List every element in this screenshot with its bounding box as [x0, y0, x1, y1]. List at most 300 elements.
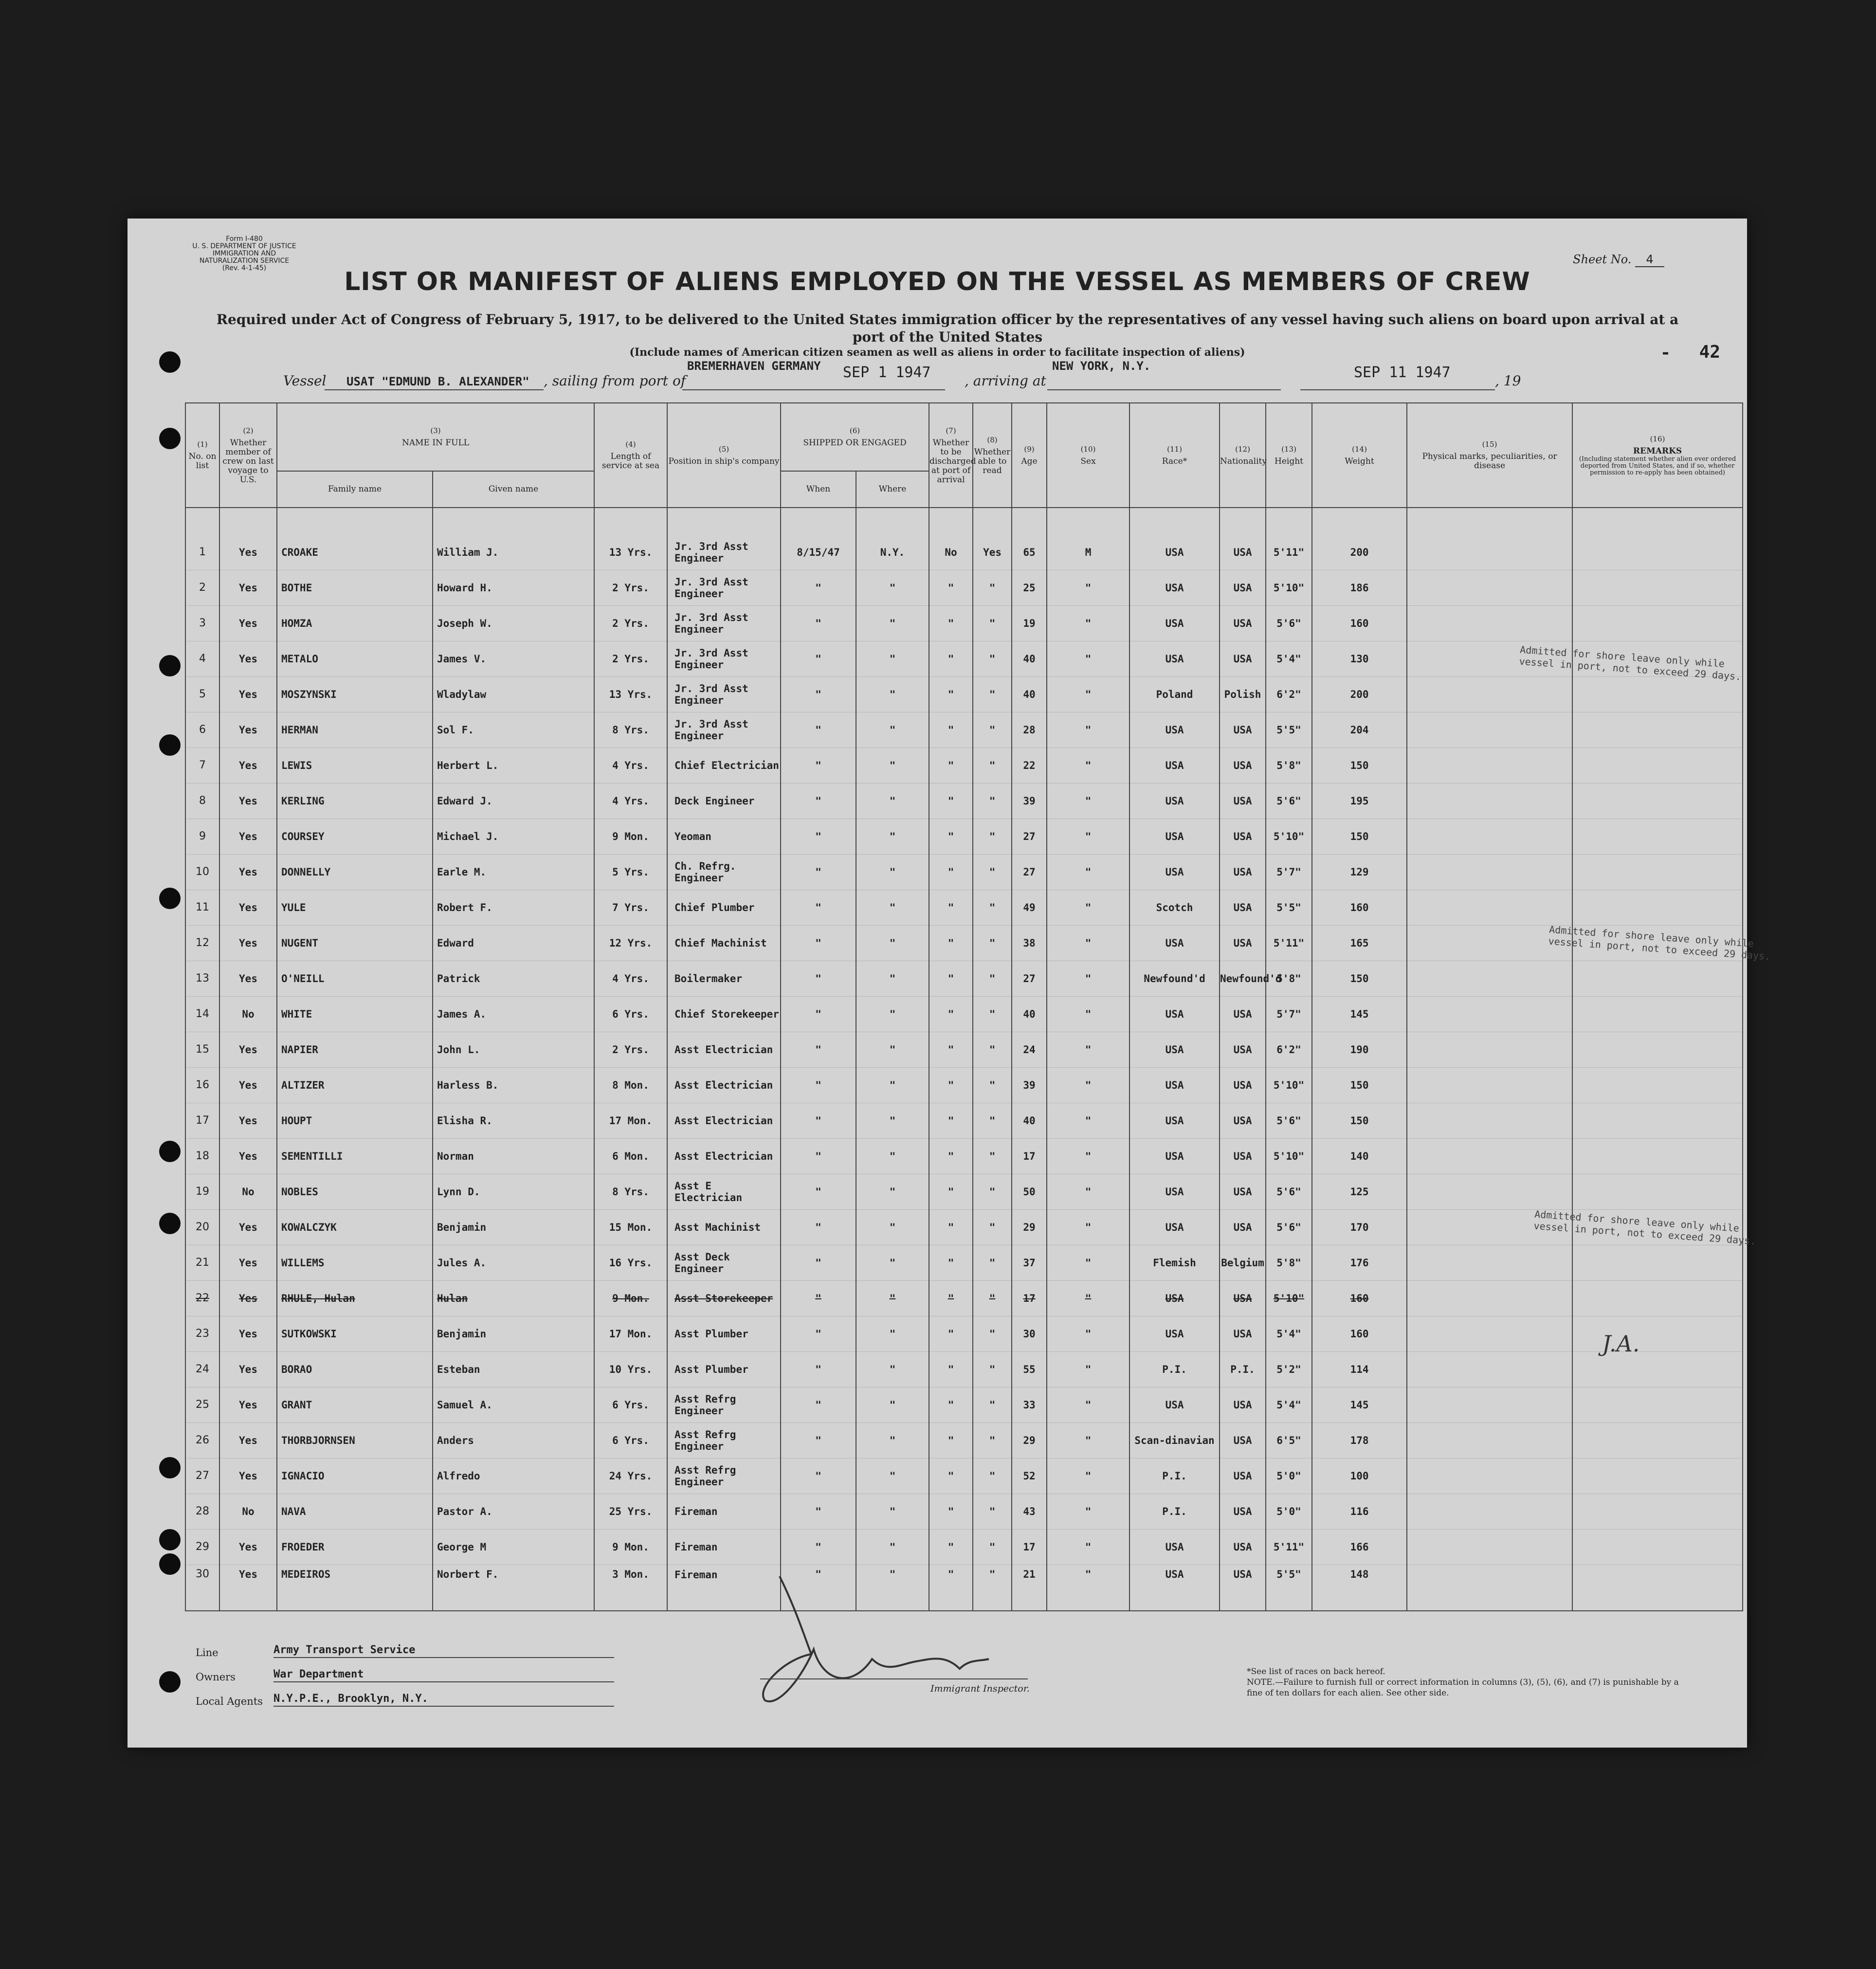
shipped-where-cell: " — [856, 606, 929, 641]
discharged-cell: " — [929, 1032, 973, 1068]
height-cell: 5'4" — [1266, 1387, 1312, 1423]
position-cell: Chief Storekeeper — [667, 997, 781, 1032]
physical-marks-cell — [1407, 1068, 1572, 1103]
sex-cell: " — [1047, 1423, 1129, 1459]
discharged-cell: " — [929, 1316, 973, 1352]
age-cell: 33 — [1012, 1387, 1047, 1423]
age-cell: 38 — [1012, 926, 1047, 961]
punch-hole — [159, 1553, 181, 1575]
family-name-cell: YULE — [277, 890, 433, 926]
shipped-where-cell: " — [856, 1352, 929, 1387]
age-cell: 40 — [1012, 997, 1047, 1032]
discharged-cell: " — [929, 1565, 973, 1611]
race-cell: USA — [1129, 606, 1220, 641]
shipped-when-cell: " — [781, 1387, 856, 1423]
remarks-cell — [1572, 890, 1743, 926]
last-voyage-cell: Yes — [219, 1423, 277, 1459]
discharged-cell: " — [929, 819, 973, 855]
weight-cell: 160 — [1312, 890, 1407, 926]
sex-cell: " — [1047, 784, 1129, 819]
last-voyage-cell: Yes — [219, 535, 277, 570]
length-of-service-cell: 15 Mon. — [594, 1210, 667, 1245]
age-cell: 27 — [1012, 819, 1047, 855]
length-of-service-cell: 2 Yrs. — [594, 606, 667, 641]
height-cell: 5'5" — [1266, 712, 1312, 748]
weight-cell: 114 — [1312, 1352, 1407, 1387]
form-title: LIST OR MANIFEST OF ALIENS EMPLOYED ON THE VESSEL AS MEMBERS OF CREW — [344, 267, 1530, 296]
shipped-when-cell: " — [781, 1281, 856, 1316]
race-cell: P.I. — [1129, 1494, 1220, 1530]
nationality-cell: USA — [1220, 1139, 1266, 1174]
height-cell: 5'6" — [1266, 1174, 1312, 1210]
nationality-cell: USA — [1220, 855, 1266, 890]
shipped-where-cell: N.Y. — [856, 535, 929, 570]
remarks-cell — [1572, 997, 1743, 1032]
height-cell: 5'10" — [1266, 819, 1312, 855]
punch-hole — [159, 734, 181, 756]
height-cell: 5'7" — [1266, 997, 1312, 1032]
age-cell: 17 — [1012, 1281, 1047, 1316]
physical-marks-cell — [1407, 1423, 1572, 1459]
remarks-cell — [1572, 1174, 1743, 1210]
nationality-cell: USA — [1220, 1387, 1266, 1423]
position-cell: Asst Electrician — [667, 1032, 781, 1068]
position-cell: Ch. Refrg. Engineer — [667, 855, 781, 890]
family-name-cell: FROEDER — [277, 1530, 433, 1565]
race-cell: USA — [1129, 926, 1220, 961]
given-name-cell: Elisha R. — [433, 1103, 594, 1139]
shipped-where-cell: " — [856, 890, 929, 926]
punch-hole — [159, 888, 181, 909]
sex-cell: " — [1047, 748, 1129, 784]
family-name-cell: SEMENTILLI — [277, 1139, 433, 1174]
able-to-read-cell: " — [973, 1245, 1012, 1281]
header-physical-marks: (15) Physical marks, peculiarities, or disease — [1407, 403, 1572, 508]
last-voyage-cell: Yes — [219, 1245, 277, 1281]
weight-cell: 160 — [1312, 1316, 1407, 1352]
header-no-on-list: (1) No. on list — [185, 403, 219, 508]
last-voyage-cell: Yes — [219, 1530, 277, 1565]
age-cell: 29 — [1012, 1423, 1047, 1459]
form-identifier: Form I-480 U. S. DEPARTMENT OF JUSTICE IMMIGRATION AND NATURALIZATION SERVICE (Rev. 4-1-45) — [192, 235, 296, 272]
shipped-when-cell: " — [781, 748, 856, 784]
race-cell: Flemish — [1129, 1245, 1220, 1281]
nationality-cell: USA — [1220, 997, 1266, 1032]
nationality-cell: P.I. — [1220, 1352, 1266, 1387]
age-cell: 27 — [1012, 855, 1047, 890]
height-cell: 5'2" — [1266, 1352, 1312, 1387]
shipped-where-cell: " — [856, 1316, 929, 1352]
length-of-service-cell: 5 Yrs. — [594, 855, 667, 890]
weight-cell: 200 — [1312, 677, 1407, 712]
family-name-cell: BOTHE — [277, 570, 433, 606]
crew-row — [185, 926, 1743, 961]
remarks-cell — [1572, 1068, 1743, 1103]
age-cell: 43 — [1012, 1494, 1047, 1530]
length-of-service-cell: 9 Mon. — [594, 819, 667, 855]
given-name-cell: Edward J. — [433, 784, 594, 819]
position-cell: Asst Electrician — [667, 1139, 781, 1174]
shipped-when-cell: " — [781, 1352, 856, 1387]
shipped-where-cell: " — [856, 1210, 929, 1245]
able-to-read-cell: " — [973, 1174, 1012, 1210]
family-name-cell: HERMAN — [277, 712, 433, 748]
given-name-cell: John L. — [433, 1032, 594, 1068]
weight-cell: 160 — [1312, 606, 1407, 641]
nationality-cell: Polish — [1220, 677, 1266, 712]
crew-row — [185, 712, 1743, 748]
length-of-service-cell: 9 Mon. — [594, 1530, 667, 1565]
page-stamp: 42 — [1699, 342, 1720, 362]
shipped-where-cell: " — [856, 1139, 929, 1174]
discharged-cell: " — [929, 1459, 973, 1494]
weight-cell: 170 — [1312, 1210, 1407, 1245]
height-cell: 5'6" — [1266, 1103, 1312, 1139]
last-voyage-cell: Yes — [219, 819, 277, 855]
header-remarks: (16) REMARKS (Including statement whether alien ever ordered deported from United States, and if so, whether permission to re-apply has been obtained) — [1572, 403, 1743, 508]
weight-cell: 150 — [1312, 819, 1407, 855]
discharged-cell: " — [929, 748, 973, 784]
length-of-service-cell: 13 Yrs. — [594, 677, 667, 712]
physical-marks-cell — [1407, 1387, 1572, 1423]
page-stamp-dash: - — [1662, 342, 1669, 363]
race-cell: USA — [1129, 535, 1220, 570]
sex-cell: " — [1047, 641, 1129, 677]
age-cell: 52 — [1012, 1459, 1047, 1494]
shipped-when-cell: " — [781, 961, 856, 997]
sex-cell: " — [1047, 1032, 1129, 1068]
discharged-cell: " — [929, 1352, 973, 1387]
able-to-read-cell: " — [973, 997, 1012, 1032]
age-cell: 17 — [1012, 1530, 1047, 1565]
shipped-when-cell: " — [781, 890, 856, 926]
able-to-read-cell: " — [973, 1210, 1012, 1245]
weight-cell: 165 — [1312, 926, 1407, 961]
remarks-cell — [1572, 1316, 1743, 1352]
remarks-cell — [1572, 1245, 1743, 1281]
position-cell: Asst Electrician — [667, 1068, 781, 1103]
row-number-cell: 14 — [185, 997, 219, 1032]
row-number-cell: 18 — [185, 1139, 219, 1174]
height-cell: 5'11" — [1266, 535, 1312, 570]
length-of-service-cell: 4 Yrs. — [594, 748, 667, 784]
sex-cell: " — [1047, 1174, 1129, 1210]
able-to-read-cell: " — [973, 1103, 1012, 1139]
sex-cell: " — [1047, 712, 1129, 748]
crew-row — [185, 1316, 1743, 1352]
row-number-cell: 23 — [185, 1316, 219, 1352]
nationality-cell: USA — [1220, 1316, 1266, 1352]
arrival-date: SEP 11 1947 — [1354, 364, 1451, 381]
last-voyage-cell: Yes — [219, 1210, 277, 1245]
crew-row — [185, 1423, 1743, 1459]
crew-row — [185, 784, 1743, 819]
physical-marks-cell — [1407, 1459, 1572, 1494]
height-cell: 5'6" — [1266, 784, 1312, 819]
position-cell: Asst Deck Engineer — [667, 1245, 781, 1281]
race-cell: P.I. — [1129, 1352, 1220, 1387]
discharged-cell: " — [929, 1139, 973, 1174]
age-cell: 55 — [1012, 1352, 1047, 1387]
nationality-cell: USA — [1220, 784, 1266, 819]
last-voyage-cell: Yes — [219, 1032, 277, 1068]
able-to-read-cell: " — [973, 1352, 1012, 1387]
length-of-service-cell: 2 Yrs. — [594, 570, 667, 606]
shipped-where-cell: " — [856, 677, 929, 712]
physical-marks-cell — [1407, 1565, 1572, 1611]
race-cell: USA — [1129, 1139, 1220, 1174]
sex-cell: M — [1047, 535, 1129, 570]
crew-row — [185, 1530, 1743, 1565]
punch-hole — [159, 1141, 181, 1162]
family-name-cell: WILLEMS — [277, 1245, 433, 1281]
able-to-read-cell: " — [973, 1139, 1012, 1174]
weight-cell: 195 — [1312, 784, 1407, 819]
race-cell: USA — [1129, 784, 1220, 819]
length-of-service-cell: 3 Mon. — [594, 1565, 667, 1611]
weight-cell: 204 — [1312, 712, 1407, 748]
row-number-cell: 2 — [185, 570, 219, 606]
weight-cell: 150 — [1312, 748, 1407, 784]
weight-cell: 190 — [1312, 1032, 1407, 1068]
weight-cell: 150 — [1312, 1103, 1407, 1139]
height-cell: 6'2" — [1266, 1032, 1312, 1068]
footer-note: *See list of races on back hereof. NOTE.—Failure to furnish full or correct information in columns (3), (5), (6), and (7) is punishable by a fine of ten dollars for each alien. See other side. — [1247, 1667, 1679, 1698]
given-name-cell: Norman — [433, 1139, 594, 1174]
crew-row — [185, 1139, 1743, 1174]
nationality-cell: USA — [1220, 712, 1266, 748]
position-cell: Jr. 3rd Asst Engineer — [667, 712, 781, 748]
length-of-service-cell: 4 Yrs. — [594, 784, 667, 819]
crew-row — [185, 1387, 1743, 1423]
position-cell: Yeoman — [667, 819, 781, 855]
position-cell: Asst Storekeeper — [667, 1281, 781, 1316]
header-age: (9) Age — [1012, 403, 1047, 508]
nationality-cell: USA — [1220, 606, 1266, 641]
last-voyage-cell: Yes — [219, 1068, 277, 1103]
punch-hole — [159, 1529, 181, 1550]
age-cell: 40 — [1012, 1103, 1047, 1139]
family-name-cell: SUTKOWSKI — [277, 1316, 433, 1352]
physical-marks-cell — [1407, 712, 1572, 748]
race-cell: USA — [1129, 819, 1220, 855]
given-name-cell: William J. — [433, 535, 594, 570]
row-number-cell: 13 — [185, 961, 219, 997]
shipped-where-cell: " — [856, 1530, 929, 1565]
given-name-cell: Jules A. — [433, 1245, 594, 1281]
shipped-when-cell: " — [781, 855, 856, 890]
shipped-where-cell: " — [856, 1174, 929, 1210]
remarks-cell — [1572, 1494, 1743, 1530]
last-voyage-cell: Yes — [219, 677, 277, 712]
height-cell: 5'10" — [1266, 570, 1312, 606]
race-cell: Newfound'd — [1129, 961, 1220, 997]
given-name-cell: Wladylaw — [433, 677, 594, 712]
shipped-where-cell: " — [856, 712, 929, 748]
row-number-cell: 16 — [185, 1068, 219, 1103]
shipped-when-cell: " — [781, 677, 856, 712]
length-of-service-cell: 6 Mon. — [594, 1139, 667, 1174]
row-number-cell: 5 — [185, 677, 219, 712]
row-number-cell: 19 — [185, 1174, 219, 1210]
height-cell: 5'7" — [1266, 855, 1312, 890]
row-number-cell: 25 — [185, 1387, 219, 1423]
shipped-where-cell: " — [856, 961, 929, 997]
able-to-read-cell: " — [973, 712, 1012, 748]
age-cell: 25 — [1012, 570, 1047, 606]
remarks-cell — [1572, 819, 1743, 855]
shipped-when-cell: " — [781, 570, 856, 606]
last-voyage-cell: Yes — [219, 1103, 277, 1139]
last-voyage-cell: Yes — [219, 1387, 277, 1423]
shipped-when-cell: " — [781, 1068, 856, 1103]
last-voyage-cell: Yes — [219, 961, 277, 997]
family-name-cell: THORBJORNSEN — [277, 1423, 433, 1459]
last-voyage-cell: Yes — [219, 1352, 277, 1387]
race-cell: USA — [1129, 1565, 1220, 1611]
race-cell: USA — [1129, 570, 1220, 606]
header-given-name: Given name — [433, 471, 594, 508]
nationality-cell: USA — [1220, 570, 1266, 606]
able-to-read-cell: " — [973, 855, 1012, 890]
length-of-service-cell: 17 Mon. — [594, 1103, 667, 1139]
physical-marks-cell — [1407, 1245, 1572, 1281]
remarks-cell — [1572, 1423, 1743, 1459]
inspector-label: Immigrant Inspector. — [930, 1683, 1030, 1694]
length-of-service-cell: 8 Yrs. — [594, 712, 667, 748]
family-name-cell: MEDEIROS — [277, 1565, 433, 1611]
row-number-cell: 15 — [185, 1032, 219, 1068]
last-voyage-cell: Yes — [219, 890, 277, 926]
discharged-cell: " — [929, 1103, 973, 1139]
last-voyage-cell: Yes — [219, 1281, 277, 1316]
nationality-cell: USA — [1220, 1174, 1266, 1210]
family-name-cell: BORAO — [277, 1352, 433, 1387]
physical-marks-cell — [1407, 819, 1572, 855]
height-cell: 5'8" — [1266, 961, 1312, 997]
physical-marks-cell — [1407, 1316, 1572, 1352]
race-cell: Scan-dinavian — [1129, 1423, 1220, 1459]
weight-cell: 178 — [1312, 1423, 1407, 1459]
position-cell: Deck Engineer — [667, 784, 781, 819]
remarks-cell — [1572, 677, 1743, 712]
given-name-cell: Esteban — [433, 1352, 594, 1387]
row-number-cell: 11 — [185, 890, 219, 926]
height-cell: 5'11" — [1266, 926, 1312, 961]
weight-cell: 160 — [1312, 1281, 1407, 1316]
remark-shore-leave: Admitted for shore leave only while vessel in port, not to exceed 29 days. — [1533, 1208, 1757, 1247]
discharged-cell: " — [929, 1494, 973, 1530]
crew-row — [185, 819, 1743, 855]
form-subtitle: Required under Act of Congress of February 5, 1917, to be delivered to the United States immigration officer by the representatives of any vessel having such aliens on board upon arrival at a port of the United States — [216, 311, 1679, 345]
remarks-cell — [1572, 712, 1743, 748]
crew-row — [185, 677, 1743, 712]
given-name-cell: Robert F. — [433, 890, 594, 926]
length-of-service-cell: 17 Mon. — [594, 1316, 667, 1352]
weight-cell: 129 — [1312, 855, 1407, 890]
length-of-service-cell: 9 Mon. — [594, 1281, 667, 1316]
punch-hole — [159, 1457, 181, 1478]
weight-cell: 116 — [1312, 1494, 1407, 1530]
shipped-where-cell: " — [856, 570, 929, 606]
remarks-cell — [1572, 1139, 1743, 1174]
remarks-cell — [1572, 1032, 1743, 1068]
nationality-cell: USA — [1220, 819, 1266, 855]
age-cell: 39 — [1012, 1068, 1047, 1103]
discharged-cell: " — [929, 641, 973, 677]
family-name-cell: RHULE, Hulan — [277, 1281, 433, 1316]
given-name-cell: James A. — [433, 997, 594, 1032]
remarks-cell — [1572, 748, 1743, 784]
height-cell: 5'6" — [1266, 1210, 1312, 1245]
header-last-voyage: (2) Whether member of crew on last voyage to U.S. — [219, 403, 277, 508]
position-cell: Chief Electrician — [667, 748, 781, 784]
discharged-cell: No — [929, 535, 973, 570]
sex-cell: " — [1047, 1387, 1129, 1423]
able-to-read-cell: " — [973, 1281, 1012, 1316]
race-cell: USA — [1129, 1103, 1220, 1139]
row-number-cell: 9 — [185, 819, 219, 855]
header-family-name: Family name — [277, 471, 433, 508]
given-name-cell: Earle M. — [433, 855, 594, 890]
position-cell: Asst E Electrician — [667, 1174, 781, 1210]
crew-row — [185, 1281, 1743, 1316]
sailing-port: BREMERHAVEN GERMANY — [687, 359, 821, 373]
weight-cell: 150 — [1312, 961, 1407, 997]
last-voyage-cell: Yes — [219, 1316, 277, 1352]
length-of-service-cell: 13 Yrs. — [594, 535, 667, 570]
weight-cell: 130 — [1312, 641, 1407, 677]
last-voyage-cell: Yes — [219, 570, 277, 606]
physical-marks-cell — [1407, 748, 1572, 784]
discharged-cell: " — [929, 784, 973, 819]
sex-cell: " — [1047, 961, 1129, 997]
height-cell: 5'10" — [1266, 1281, 1312, 1316]
height-cell: 5'10" — [1266, 1139, 1312, 1174]
age-cell: 50 — [1012, 1174, 1047, 1210]
row-number-cell: 24 — [185, 1352, 219, 1387]
sex-cell: " — [1047, 570, 1129, 606]
discharged-cell: " — [929, 926, 973, 961]
weight-cell: 148 — [1312, 1565, 1407, 1611]
age-cell: 27 — [1012, 961, 1047, 997]
nationality-cell: USA — [1220, 1281, 1266, 1316]
race-cell: P.I. — [1129, 1459, 1220, 1494]
given-name-cell: Benjamin — [433, 1316, 594, 1352]
family-name-cell: MOSZYNSKI — [277, 677, 433, 712]
family-name-cell: CROAKE — [277, 535, 433, 570]
able-to-read-cell: " — [973, 570, 1012, 606]
position-cell: Fireman — [667, 1530, 781, 1565]
sex-cell: " — [1047, 1352, 1129, 1387]
shipped-when-cell: " — [781, 606, 856, 641]
row-number-cell: 3 — [185, 606, 219, 641]
crew-row — [185, 1245, 1743, 1281]
nationality-cell: USA — [1220, 926, 1266, 961]
shipped-when-cell: " — [781, 1103, 856, 1139]
race-cell: USA — [1129, 1316, 1220, 1352]
length-of-service-cell: 4 Yrs. — [594, 961, 667, 997]
row-number-cell: 10 — [185, 855, 219, 890]
shipped-where-cell: " — [856, 1032, 929, 1068]
nationality-cell: USA — [1220, 1103, 1266, 1139]
remarks-cell — [1572, 1565, 1743, 1611]
vessel-info-line: Vessel USAT "EDMUND B. ALEXANDER" , sailing from port of BREMERHAVEN GERMANY SEP 1 1947 , arriving at NEW YORK, N.Y. SEP 11 1947 , 19 — [283, 362, 1558, 391]
punch-hole — [159, 1213, 181, 1234]
physical-marks-cell — [1407, 997, 1572, 1032]
position-cell: Jr. 3rd Asst Engineer — [667, 641, 781, 677]
position-cell: Asst Refrg Engineer — [667, 1459, 781, 1494]
